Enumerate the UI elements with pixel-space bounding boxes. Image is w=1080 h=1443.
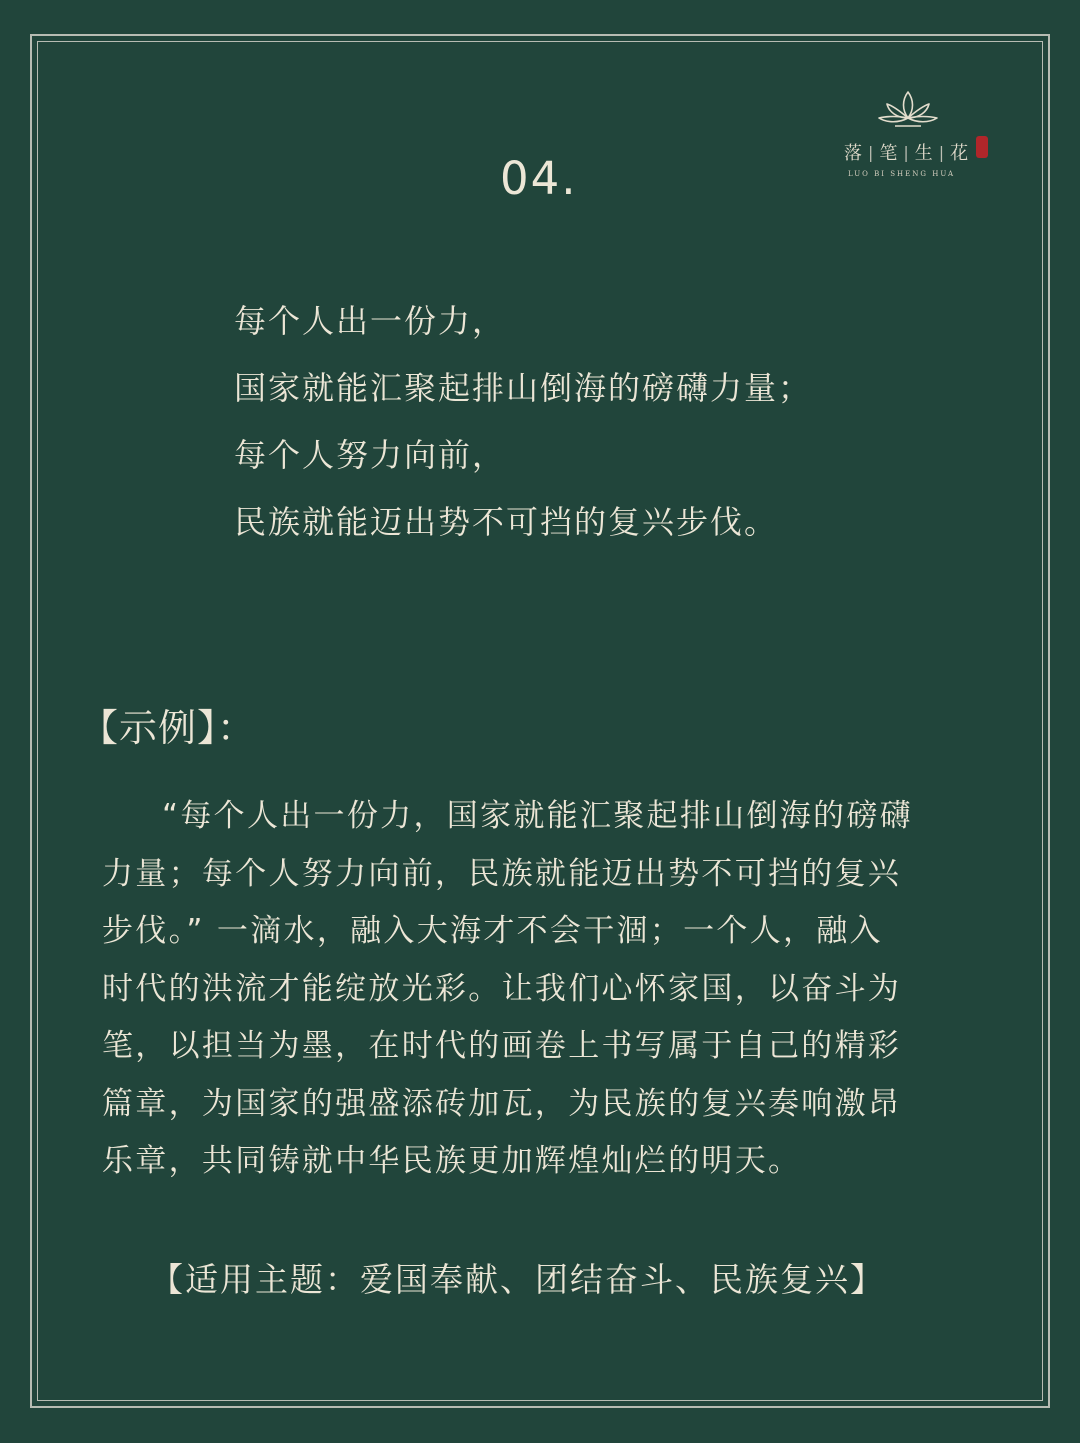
paragraph-line: 乐章，共同铸就中华民族更加辉煌灿烂的明天。: [102, 1143, 802, 1179]
logo-separator: |: [903, 142, 909, 162]
verse-line: 每个人出一份力，: [234, 302, 507, 340]
logo-separator: |: [868, 142, 874, 162]
red-seal-stamp: [976, 136, 988, 158]
verse-line: 国家就能汇聚起排山倒海的磅礴力量；: [234, 369, 813, 407]
example-paragraph: [102, 788, 982, 1191]
logo-char-4: 花: [950, 143, 969, 164]
example-heading: 【示例】：: [80, 706, 257, 750]
paragraph-line: 笔，以担当为墨，在时代的画卷上书写属于自己的精彩: [102, 1028, 902, 1064]
paragraph-line: 时代的洪流才能绽放光彩。让我们心怀家国，以奋斗为: [102, 970, 902, 1007]
verse-line: 民族就能迈出势不可挡的复兴步伐。: [234, 503, 779, 541]
logo-char-3: 生: [914, 143, 933, 164]
logo-separator: |: [938, 142, 945, 162]
paragraph-line: “每个人出一份力，国家就能汇聚起排山倒海的磅礴: [162, 798, 913, 834]
paragraph-line: 步伐。” 一滴水，融入大海才不会干涸；一个人，融入: [102, 913, 883, 949]
logo-char-1: 落: [844, 143, 862, 164]
quote-verse: [234, 288, 934, 556]
logo-romanization: LUO BI SHENG HUA: [848, 170, 956, 178]
section-number: 04.: [500, 152, 578, 205]
paragraph-line: 篇章，为国家的强盛添砖加瓦，为民族的复兴奏响激昂: [102, 1085, 902, 1122]
logo-brand-name: [844, 140, 980, 164]
logo-char-2: 笔: [879, 143, 898, 164]
lotus-icon: [875, 88, 941, 130]
paragraph-line: 力量；每个人努力向前，民族就能迈出势不可挡的复兴: [102, 855, 902, 892]
verse-line: 每个人努力向前，: [234, 436, 507, 474]
applicable-theme: 【适用主题：爱国奉献、团结奋斗、民族复兴】: [150, 1260, 885, 1299]
brand-logo: [838, 88, 998, 188]
